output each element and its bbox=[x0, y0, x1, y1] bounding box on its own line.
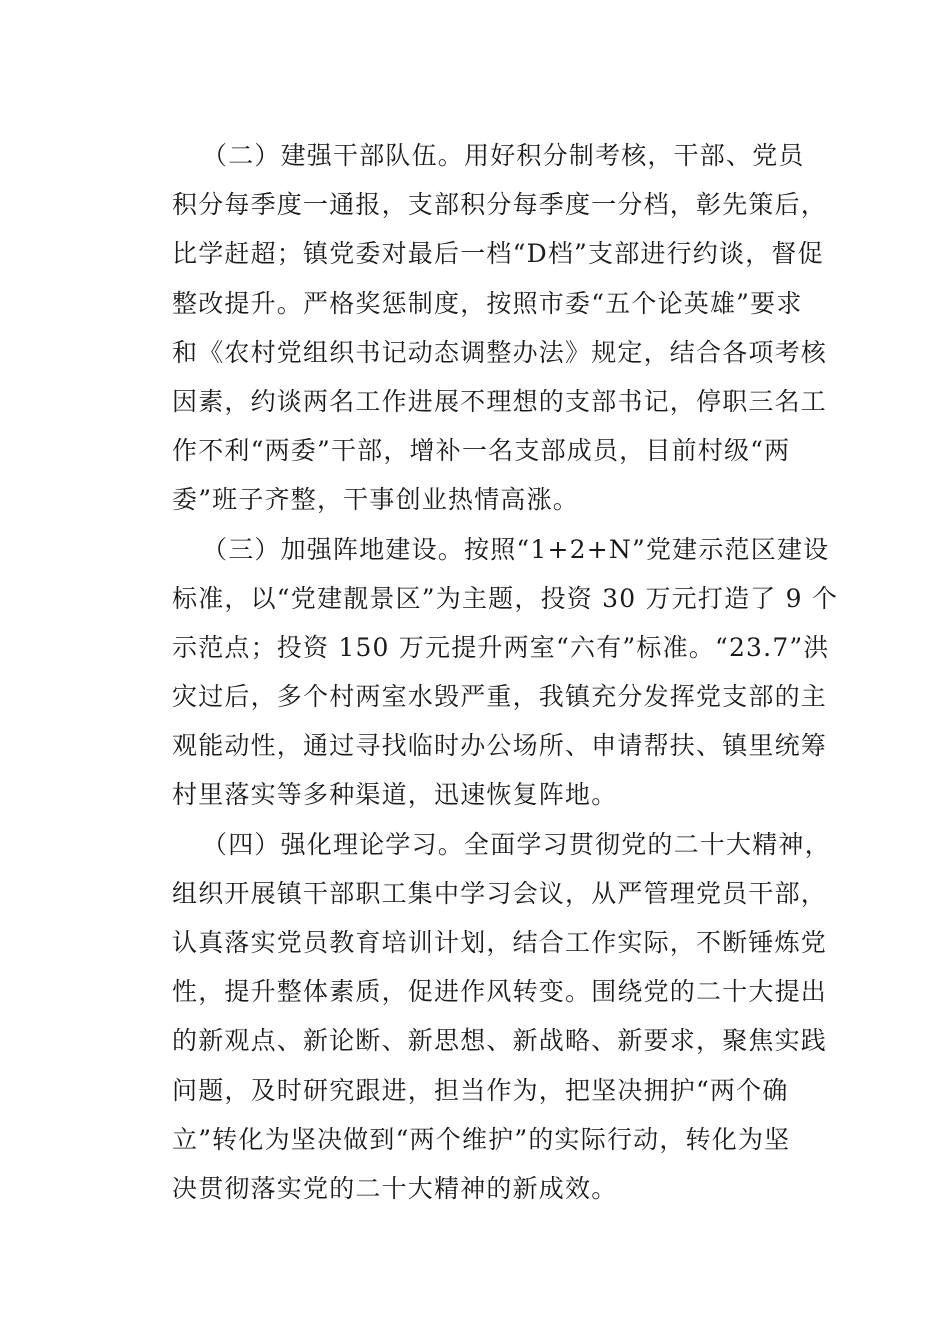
paragraph-line: 立”转化为坚决做到“两个维护”的实际行动，转化为坚 bbox=[172, 1124, 791, 1154]
paragraph-line: 作不利“两委”干部，增补一名支部成员，目前村级“两 bbox=[172, 436, 791, 466]
paragraph-line: （二）建强干部队伍。用好积分制考核，干部、党员 bbox=[202, 141, 805, 170]
paragraph-line: 示范点；投资 150 万元提升两室“六有”标准。“23.7”洪 bbox=[172, 632, 830, 662]
paragraph-line: 决贯彻落实党的二十大精神的新成效。 bbox=[172, 1173, 618, 1203]
paragraph-line: 标准，以“党建靓景区”为主题，投资 30 万元打造了 9 个 bbox=[172, 583, 839, 613]
paragraph-line: （三）加强阵地建设。按照“1+2+N”党建示范区建设 bbox=[202, 534, 830, 564]
paragraph-line: 村里落实等多种渠道，迅速恢复阵地。 bbox=[172, 780, 618, 810]
paragraph-line: 的新观点、新论断、新思想、新战略、新要求，聚焦实践 bbox=[172, 1026, 828, 1056]
paragraph-section-4 bbox=[172, 820, 831, 1214]
paragraph-line: 因素，约谈两名工作进展不理想的支部书记，停职三名工 bbox=[172, 386, 828, 416]
paragraph-line: 观能动性，通过寻找临时办公场所、申请帮扶、镇里统筹 bbox=[172, 731, 828, 761]
paragraph-section-3 bbox=[172, 525, 839, 820]
paragraph-line: 整改提升。严格奖惩制度，按照市委“五个论英雄”要求 bbox=[172, 288, 803, 318]
paragraph-line: 积分每季度一通报，支部积分每季度一分档，彰先策后， bbox=[172, 190, 828, 220]
paragraph-line: 委”班子齐整，干事创业热情高涨。 bbox=[172, 485, 579, 515]
paragraph-line: 认真落实党员教育培训计划，结合工作实际，不断锤炼党 bbox=[172, 928, 828, 957]
paragraph-line: 灾过后，多个村两室水毁严重，我镇充分发挥党支部的主 bbox=[172, 682, 828, 712]
paragraph-line: 组织开展镇干部职工集中学习会议，从严管理党员干部， bbox=[172, 878, 828, 908]
document-body bbox=[172, 131, 839, 1213]
paragraph-line: 问题，及时研究跟进，担当作为，把坚决拥护“两个确 bbox=[172, 1075, 789, 1105]
paragraph-line: 和《农村党组织书记动态调整办法》规定，结合各项考核 bbox=[172, 337, 828, 367]
paragraph-line: 比学赶超；镇党委对最后一档“D档”支部进行约谈，督促 bbox=[172, 239, 824, 269]
paragraph-section-2 bbox=[172, 131, 828, 525]
paragraph-line: 性，提升整体素质，促进作风转变。围绕党的二十大提出 bbox=[172, 977, 828, 1007]
paragraph-line: （四）强化理论学习。全面学习贯彻党的二十大精神， bbox=[202, 829, 831, 859]
